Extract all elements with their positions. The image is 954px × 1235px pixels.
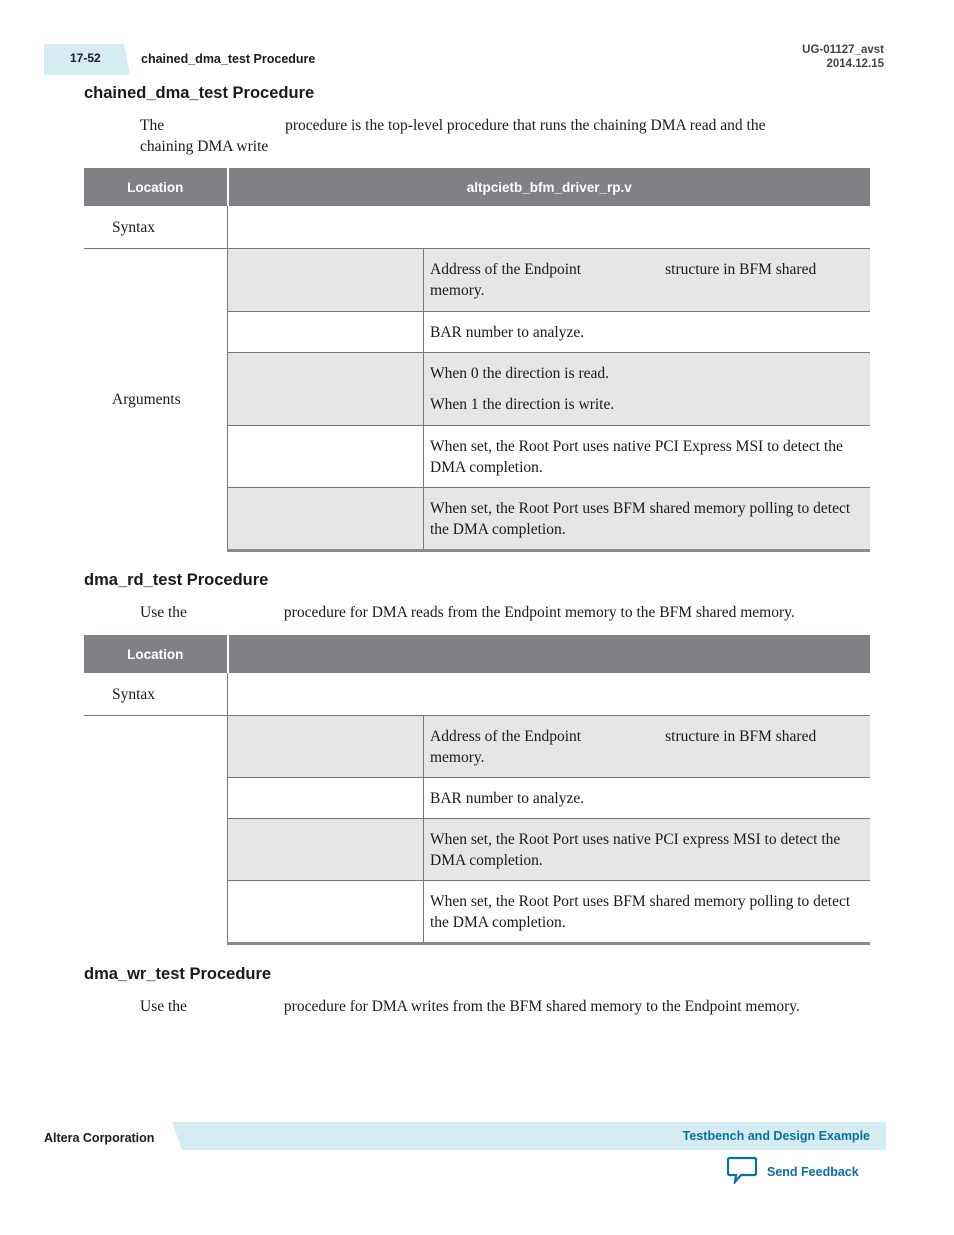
argument-name bbox=[228, 488, 424, 551]
arguments-label bbox=[84, 716, 228, 944]
argument-description: BAR number to analyze. bbox=[424, 312, 871, 353]
procedure-table bbox=[84, 635, 870, 945]
footer-section-link[interactable]: Testbench and Design Example bbox=[682, 1129, 870, 1143]
send-feedback-link[interactable] bbox=[727, 1158, 859, 1186]
procedure-table bbox=[84, 168, 870, 552]
argument-name bbox=[228, 312, 424, 353]
syntax-label: Syntax bbox=[84, 673, 228, 716]
syntax-label: Syntax bbox=[84, 206, 228, 249]
doc-id: UG-01127_avst bbox=[802, 44, 884, 56]
argument-description: When set, the Root Port uses BFM shared memory polling to detect the DMA completion. bbox=[424, 881, 871, 944]
argument-description: When set, the Root Port uses native PCI Express MSI to detect the DMA completion. bbox=[424, 426, 871, 488]
argument-description: When 0 the direction is read. When 1 the direction is write. bbox=[424, 353, 871, 426]
argument-name bbox=[228, 716, 424, 778]
syntax-value bbox=[228, 206, 871, 249]
section-heading: chained_dma_test Procedure bbox=[84, 84, 315, 102]
argument-name bbox=[228, 881, 424, 944]
send-feedback-label: Send Feedback bbox=[767, 1165, 859, 1179]
section-intro: Use the procedure for DMA writes from the BFM shared memory to the Endpoint memory. bbox=[140, 998, 800, 1015]
argument-name bbox=[228, 353, 424, 426]
section-intro: The procedure is the top-level procedure that runs the chaining DMA read and the chaining DMA write bbox=[140, 117, 766, 155]
section-heading: dma_wr_test Procedure bbox=[84, 965, 272, 983]
page-number: 17-52 bbox=[70, 51, 101, 65]
argument-name bbox=[228, 778, 424, 819]
argument-description: Address of the Endpoint structure in BFM shared memory. bbox=[424, 249, 871, 312]
syntax-value bbox=[228, 673, 871, 716]
argument-name bbox=[228, 426, 424, 488]
location-header: Location bbox=[84, 168, 228, 206]
location-header: Location bbox=[84, 635, 228, 673]
arguments-label: Arguments bbox=[84, 249, 228, 551]
location-value: altpcietb_bfm_driver_rp.v bbox=[228, 168, 871, 206]
running-title: chained_dma_test Procedure bbox=[141, 52, 316, 66]
speech-bubble-icon bbox=[727, 1156, 757, 1189]
argument-description: When set, the Root Port uses BFM shared memory polling to detect the DMA completion. bbox=[424, 488, 871, 551]
section-intro: Use the procedure for DMA reads from the Endpoint memory to the BFM shared memory. bbox=[140, 604, 795, 621]
argument-description: When set, the Root Port uses native PCI express MSI to detect the DMA completion. bbox=[424, 819, 871, 881]
location-value bbox=[228, 635, 871, 673]
document-meta bbox=[802, 43, 884, 71]
footer-company: Altera Corporation bbox=[44, 1131, 155, 1145]
section-heading: dma_rd_test Procedure bbox=[84, 571, 269, 589]
argument-description: BAR number to analyze. bbox=[424, 778, 871, 819]
argument-name bbox=[228, 249, 424, 312]
argument-name bbox=[228, 819, 424, 881]
doc-date: 2014.12.15 bbox=[826, 58, 884, 70]
argument-description: Address of the Endpoint structure in BFM shared memory. bbox=[424, 716, 871, 778]
